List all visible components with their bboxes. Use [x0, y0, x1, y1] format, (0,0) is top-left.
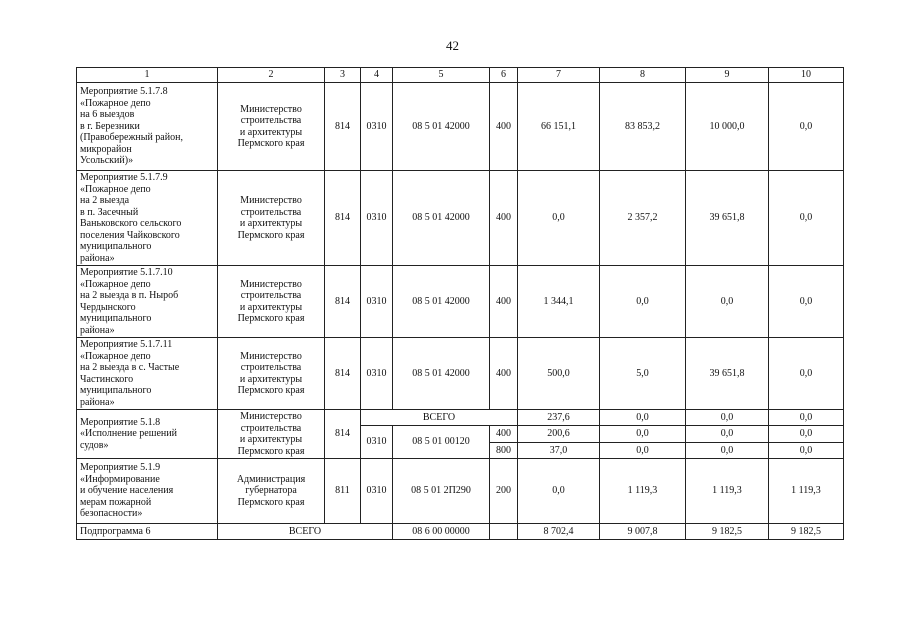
responsible-body: Министерство строительства и архитектуры Пермского края	[218, 83, 325, 171]
cell-c9: 10 000,0	[686, 83, 769, 171]
activity-name: Мероприятие 5.1.7.11 «Пожарное депо на 2 выезда в с. Частые Частинского муниципального района»	[77, 338, 218, 410]
column-header: 10	[769, 68, 844, 83]
cell-c7: 37,0	[518, 443, 600, 459]
cell-c10: 1 119,3	[769, 459, 844, 524]
cell-c5: 08 5 01 2П290	[393, 459, 490, 524]
cell-c5: 08 5 01 42000	[393, 338, 490, 410]
cell-c10: 9 182,5	[769, 524, 844, 540]
cell-c8: 2 357,2	[600, 171, 686, 266]
table-row	[77, 171, 844, 266]
cell-c9: 39 651,8	[686, 171, 769, 266]
responsible-body: Администрация губернатора Пермского края	[218, 459, 325, 524]
subprogram-row	[77, 524, 844, 540]
cell-c7: 8 702,4	[518, 524, 600, 540]
column-header: 8	[600, 68, 686, 83]
cell-c6	[490, 524, 518, 540]
responsible-body: Министерство строительства и архитектуры Пермского края	[218, 338, 325, 410]
responsible-body: Министерство строительства и архитектуры Пермского края	[218, 171, 325, 266]
cell-c3: 814	[325, 83, 361, 171]
column-header: 6	[490, 68, 518, 83]
cell-c8: 0,0	[600, 443, 686, 459]
cell-c3: 811	[325, 459, 361, 524]
cell-c4: 0310	[361, 266, 393, 338]
cell-c5: 08 5 01 42000	[393, 83, 490, 171]
cell-c6: 400	[490, 171, 518, 266]
cell-c10: 0,0	[769, 443, 844, 459]
cell-c5: 08 5 01 00120	[393, 426, 490, 459]
cell-c9: 39 651,8	[686, 338, 769, 410]
page-number: 42	[446, 38, 459, 53]
cell-c3: 814	[325, 266, 361, 338]
cell-c7: 500,0	[518, 338, 600, 410]
column-header: 4	[361, 68, 393, 83]
cell-c10: 0,0	[769, 171, 844, 266]
activity-name: Мероприятие 5.1.9 «Информирование и обучение населения мерам пожарной безопасности»	[77, 459, 218, 524]
cell-c6: 400	[490, 338, 518, 410]
total-label: ВСЕГО	[218, 524, 393, 540]
cell-c7: 237,6	[518, 410, 600, 426]
cell-c4: 0310	[361, 83, 393, 171]
activity-name: Мероприятие 5.1.7.8 «Пожарное депо на 6 выездов в г. Березники (Правобережный район, микрорайон Усольский)»	[77, 83, 218, 171]
column-header: 1	[77, 68, 218, 83]
cell-c9: 1 119,3	[686, 459, 769, 524]
activity-name: Мероприятие 5.1.8 «Исполнение решений судов»	[77, 410, 218, 459]
cell-c10: 0,0	[769, 266, 844, 338]
cell-c8: 0,0	[600, 426, 686, 443]
cell-c9: 0,0	[686, 443, 769, 459]
cell-c9: 9 182,5	[686, 524, 769, 540]
subprogram-name: Подпрограмма 6	[77, 524, 218, 540]
cell-c8: 1 119,3	[600, 459, 686, 524]
column-header: 9	[686, 68, 769, 83]
activity-name: Мероприятие 5.1.7.10 «Пожарное депо на 2 выезда в п. Ныроб Чердынского муниципального района»	[77, 266, 218, 338]
cell-c4: 0310	[361, 338, 393, 410]
table-row	[77, 83, 844, 171]
cell-c5: 08 6 00 00000	[393, 524, 490, 540]
cell-c9: 0,0	[686, 426, 769, 443]
cell-c10: 0,0	[769, 83, 844, 171]
table-row	[77, 459, 844, 524]
column-header: 5	[393, 68, 490, 83]
cell-c4: 0310	[361, 171, 393, 266]
cell-c10: 0,0	[769, 338, 844, 410]
cell-c6: 400	[490, 266, 518, 338]
cell-c7: 66 151,1	[518, 83, 600, 171]
column-header: 2	[218, 68, 325, 83]
cell-c7: 0,0	[518, 459, 600, 524]
cell-c9: 0,0	[686, 410, 769, 426]
table-row	[77, 266, 844, 338]
cell-c4: 0310	[361, 426, 393, 459]
table-row	[77, 338, 844, 410]
cell-c4: 0310	[361, 459, 393, 524]
cell-c7: 200,6	[518, 426, 600, 443]
cell-c5: 08 5 01 42000	[393, 171, 490, 266]
column-header: 7	[518, 68, 600, 83]
cell-c10: 0,0	[769, 426, 844, 443]
column-header: 3	[325, 68, 361, 83]
cell-c8: 83 853,2	[600, 83, 686, 171]
cell-c5: 08 5 01 42000	[393, 266, 490, 338]
cell-c6: 400	[490, 83, 518, 171]
budget-table	[76, 67, 844, 540]
cell-c7: 0,0	[518, 171, 600, 266]
table-row	[77, 410, 844, 426]
cell-c8: 5,0	[600, 338, 686, 410]
activity-name: Мероприятие 5.1.7.9 «Пожарное депо на 2 выезда в п. Засечный Ваньковского сельского поселения Чайковского муниципального района»	[77, 171, 218, 266]
cell-c8: 0,0	[600, 266, 686, 338]
responsible-body: Министерство строительства и архитектуры Пермского края	[218, 266, 325, 338]
cell-c9: 0,0	[686, 266, 769, 338]
total-label: ВСЕГО	[361, 410, 518, 426]
cell-c7: 1 344,1	[518, 266, 600, 338]
cell-c6: 200	[490, 459, 518, 524]
cell-c10: 0,0	[769, 410, 844, 426]
cell-c8: 9 007,8	[600, 524, 686, 540]
cell-c3: 814	[325, 410, 361, 459]
cell-c6: 400	[490, 426, 518, 443]
cell-c3: 814	[325, 338, 361, 410]
responsible-body: Министерство строительства и архитектуры Пермского края	[218, 410, 325, 459]
header-row	[77, 68, 844, 83]
cell-c6: 800	[490, 443, 518, 459]
cell-c8: 0,0	[600, 410, 686, 426]
cell-c3: 814	[325, 171, 361, 266]
